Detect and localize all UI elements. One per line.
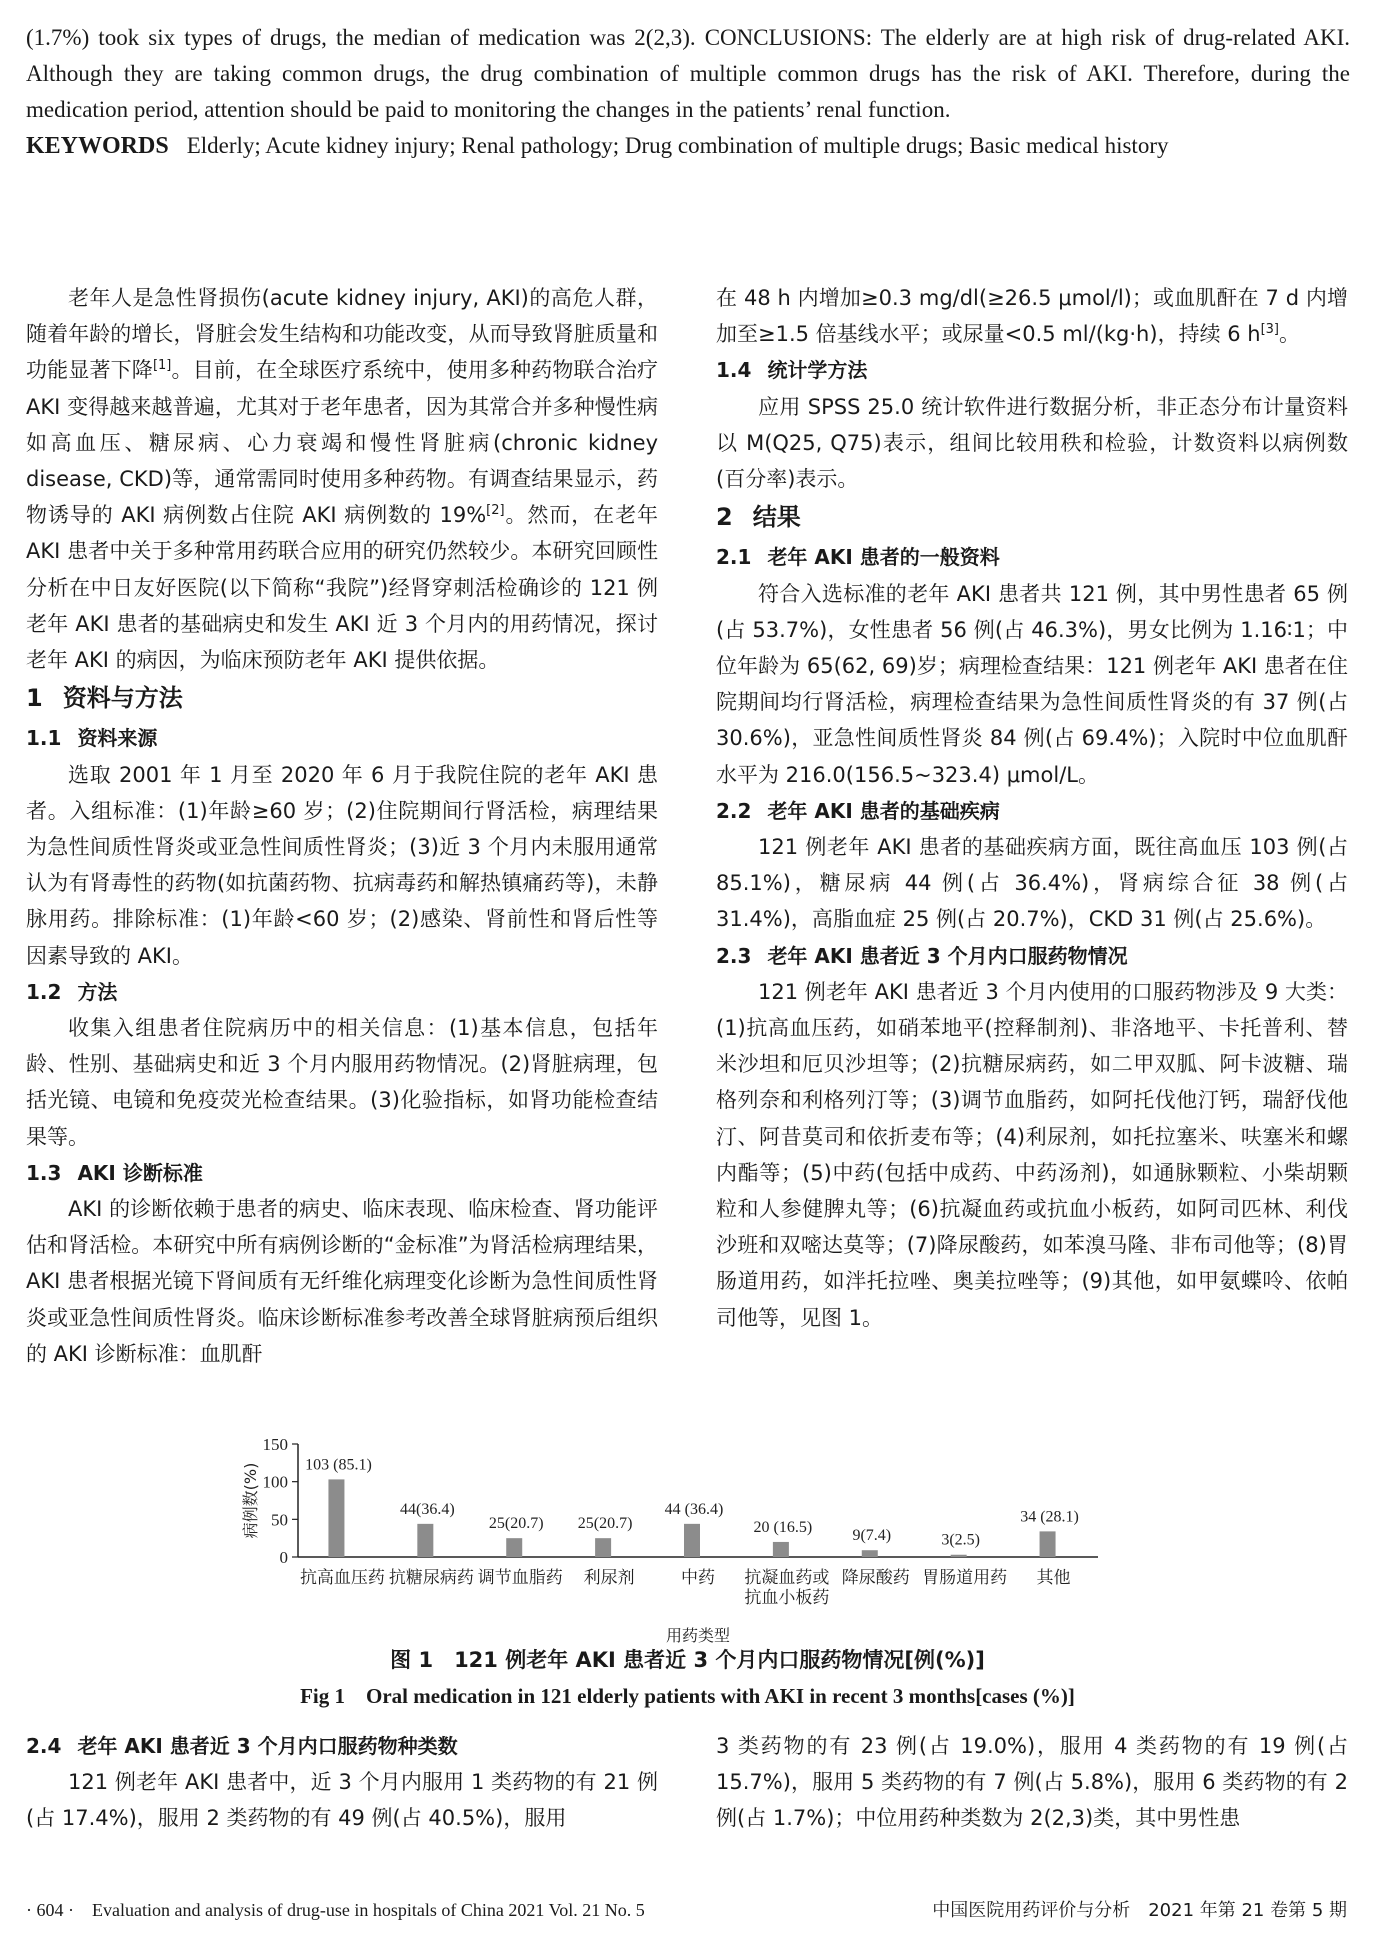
y-tick-label: 50 (271, 1510, 288, 1530)
bar-chart (0, 1432, 1375, 1647)
category-label-9: 其他 (1036, 1568, 1071, 1588)
section-1-heading (26, 680, 658, 716)
data-label-6: 20 (16.5) (753, 1518, 813, 1536)
category-label-2: 抗糖尿病药 (388, 1568, 474, 1588)
section-2-3-heading (716, 938, 1348, 974)
section-title: 老年 AKI 患者的基础疾病 (767, 798, 1000, 823)
data-label-5: 44 (36.4) (664, 1500, 724, 1518)
category-label-8: 胃肠道用药 (922, 1568, 1008, 1588)
criteria-continuation (716, 280, 1348, 352)
section-number: 2.4 (26, 1734, 62, 1758)
y-axis-label: 病例数(%) (241, 1462, 260, 1539)
section-title: 老年 AKI 患者近 3 个月内口服药物种类数 (77, 1734, 458, 1758)
figure-caption-zh: 图 1 121 例老年 AKI 患者近 3 个月内口服药物情况[例(%)] (390, 1648, 985, 1672)
data-label-2: 44(36.4) (400, 1500, 455, 1518)
y-tick-label: 150 (262, 1435, 288, 1454)
data-label-1: 103 (85.1) (305, 1456, 372, 1474)
bar-2 (417, 1524, 433, 1557)
keywords-text: Elderly; Acute kidney injury; Renal pathology; Drug combination of multiple drugs; Basic medical history (186, 133, 1169, 158)
section-1-3-heading (26, 1155, 658, 1191)
section-1-4-heading (716, 352, 1348, 388)
section-2-heading (716, 499, 1348, 535)
keywords-label: KEYWORDS (26, 133, 169, 159)
category-label-5: 中药 (681, 1568, 715, 1588)
section-number: 1 (26, 684, 43, 713)
y-tick-label: 100 (262, 1472, 288, 1492)
intro-paragraph (26, 280, 658, 678)
section-1-2-text: 收集入组患者住院病历中的相关信息：(1)基本信息，包括年龄、性别、基础病史和近 3 个月内服用药物情况。(2)肾脏病理，包括光镜、电镜和免疫荧光检查结果。(3)化验指标，如肾功能检查结果等。 (26, 1016, 658, 1149)
bar-4 (595, 1538, 611, 1557)
x-axis-label: 用药类型 (665, 1626, 731, 1645)
category-label-3: 调节血脂药 (477, 1568, 563, 1588)
section-2-1-text: 符合入选标准的老年 AKI 患者共 121 例，其中男性患者 65 例(占 53.7%)，女性患者 56 例(占 46.3%)，男女比例为 1.16∶1；中位年龄为 65(62, 69)岁；病理检查结果：121 例老年 AKI 患者在住院期间均行肾活检，病理检查结果为急性间质性肾炎的有 37 例(占 30.6%)，亚急性间质性肾炎 84 例(占 69.4%)；入院时中位血肌酐水平为 216.0(156.5~323.4) μmol/L。 (716, 581, 1348, 787)
bar-7 (862, 1550, 878, 1557)
page-footer-left: · 604 · Evaluation and analysis of drug-use in hospitals of China 2021 Vol. 21 No. 5 (26, 1900, 645, 1920)
intro-text-a: 老年人是急性肾损伤(acute kidney injury, AKI)的高危人群，随着年龄的增长，肾脏会发生结构和功能改变，从而导致肾脏质量和功能显著下降 (26, 286, 658, 383)
section-2-3-text: 121 例老年 AKI 患者近 3 个月内使用的口服药物涉及 9 大类：(1)抗高血压药，如硝苯地平(控释制剂)、非洛地平、卡托普利、替米沙坦和厄贝沙坦等；(2)抗糖尿病药，如二甲双胍、阿卡波糖、瑞格列奈和利格列汀等；(3)调节血脂药，如阿托伐他汀钙，瑞舒伐他汀、阿昔莫司和依折麦布等；(4)利尿剂，如托拉塞米、呋塞米和螺内酯等；(5)中药(包括中成药、中药汤剂)，如通脉颗粒、小柴胡颗粒和人参健脾丸等；(6)抗凝血药或抗血小板药，如阿司匹林、利伐沙班和双嘧达莫等；(7)降尿酸药，如苯溴马隆、非布司他等；(8)胃肠道用药，如泮托拉唑、奥美拉唑等；(9)其他，如甲氨蝶呤、依帕司他等，见图 1。 (716, 979, 1348, 1330)
section-2-4-text: 121 例老年 AKI 患者中，近 3 个月内服用 1 类药物的有 21 例(占 17.4%)，服用 2 类药物的有 49 例(占 40.5%)，服用 (26, 1770, 658, 1831)
data-label-3: 25(20.7) (488, 1515, 544, 1533)
intro-text-c: 。然而，在老年 AKI 患者中关于多种常用药联合应用的研究仍然较少。本研究回顾性分析在中日友好医院(以下简称“我院”)经肾穿刺活检确诊的 121 例老年 AKI 患者的基础病史和发生 AKI 近 3 个月内的用药情况，探讨老年 AKI 的病因，为临床预防老年 AKI 提供依据。 (26, 503, 659, 673)
section-number: 1.4 (716, 358, 752, 383)
section-number: 2.1 (716, 545, 752, 570)
section-2-2-heading (716, 793, 1348, 829)
bottom-right-column (716, 1728, 1348, 1837)
y-tick-label: 0 (279, 1548, 288, 1567)
abstract-text: (1.7%) took six types of drugs, the median of medication was 2(2,3). CONCLUSIONS: The elderly are at high risk of drug-related AKI. Although they are taking common drugs, the drug combination of multiple common drugs has the risk of AKI. Therefore, during the medication period, attention should be paid to monitoring the changes in the patients’ renal function. (26, 25, 1350, 122)
bar-3 (506, 1538, 522, 1557)
right-column (716, 280, 1348, 1336)
section-title: 老年 AKI 患者的一般资料 (767, 545, 1000, 570)
criteria-text: 在 48 h 内增加≥0.3 mg/dl(≥26.5 μmol/l)；或血肌酐在 7 d 内增加至≥1.5 倍基线水平；或尿量<0.5 ml/(kg·h)，持续 6 h (716, 286, 1348, 347)
section-2-2-text: 121 例老年 AKI 患者的基础疾病方面，既往高血压 103 例(占 85.1%)，糖尿病 44 例(占 36.4%)，肾病综合征 38 例(占 31.4%)，高脂血症 25 例(占 20.7%)，CKD 31 例(占 25.6%)。 (716, 835, 1348, 932)
bar-1 (328, 1479, 344, 1557)
keywords-line (26, 128, 1350, 164)
section-number: 2.2 (716, 798, 752, 823)
category-label-4: 利尿剂 (583, 1568, 635, 1588)
section-1-1-heading (26, 720, 658, 756)
figure-caption-en: Fig 1 Oral medication in 121 elderly patients with AKI in recent 3 months[cases (%)] (300, 1684, 1075, 1708)
data-label-4: 25(20.7) (577, 1515, 633, 1533)
category-label-6: 抗凝血药或 (744, 1568, 830, 1588)
section-1-3-text: AKI 的诊断依赖于患者的病史、临床表现、临床检查、肾功能评估和肾活检。本研究中所有病例诊断的“金标准”为肾活检病理结果，AKI 患者根据光镜下肾间质有无纤维化病理变化诊断为急性间质性肾炎或亚急性间质性肾炎。临床诊断标准参考改善全球肾脏病预后组织的 AKI 诊断标准：血肌酐 (26, 1197, 658, 1366)
section-title: 结果 (752, 503, 801, 532)
bottom-left-column (26, 1728, 658, 1837)
section-number: 1.2 (26, 979, 62, 1004)
criteria-end: 。 (1279, 322, 1301, 347)
bar-6 (773, 1542, 789, 1557)
section-2-4-heading (26, 1728, 658, 1764)
section-title: 老年 AKI 患者近 3 个月内口服药物情况 (767, 943, 1128, 968)
bar-5 (684, 1524, 700, 1557)
section-1-2-heading (26, 974, 658, 1010)
ref-2: [2] (486, 503, 505, 519)
section-title: 方法 (77, 979, 118, 1004)
section-1-1-text: 选取 2001 年 1 月至 2020 年 6 月于我院住院的老年 AKI 患者。入组标准：(1)年龄≥60 岁；(2)住院期间行肾活检，病理结果为急性间质性肾炎或亚急性间质性肾炎；(3)近 3 个月内未服用通常认为有肾毒性的药物(如抗菌药物、抗病毒药和解热镇痛药等)，未静脉用药。排除标准：(1)年龄<60 岁；(2)感染、肾前性和肾后性等因素导致的 AKI。 (26, 762, 658, 968)
section-title: 统计学方法 (767, 358, 868, 383)
section-number: 1.1 (26, 726, 62, 751)
section-number: 2.3 (716, 943, 752, 968)
section-1-4-text: 应用 SPSS 25.0 统计软件进行数据分析，非正态分布计量资料以 M(Q25, Q75)表示，组间比较用秩和检验，计数资料以病例数(百分率)表示。 (716, 394, 1348, 492)
section-number: 2 (716, 503, 733, 532)
abstract-continuation (26, 20, 1350, 164)
section-2-4-continuation: 3 类药物的有 23 例(占 19.0%)，服用 4 类药物的有 19 例(占 15.7%)，服用 5 类药物的有 7 例(占 5.8%)，服用 6 类药物的有 2 例(占 1.7%)；中位用药种类数为 2(2,3)类，其中男性患 (716, 1734, 1348, 1831)
section-title: 资料与方法 (62, 684, 183, 713)
section-2-1-heading (716, 539, 1348, 575)
data-label-7: 9(7.4) (852, 1527, 892, 1545)
data-label-8: 3(2.5) (941, 1531, 980, 1549)
data-label-9: 34 (28.1) (1020, 1508, 1079, 1526)
left-column (26, 280, 658, 1372)
ref-1: [1] (152, 358, 172, 374)
page-footer-right: 中国医院用药评价与分析 2021 年第 21 卷第 5 期 (932, 1900, 1347, 1921)
category-label-1: 抗高血压药 (299, 1568, 385, 1588)
intro-text-b: 。目前，在全球医疗系统中，使用多种药物联合治疗 AKI 变得越来越普遍，尤其对于老年患者，因为其常合并多种慢性病如高血压、糖尿病、心力衰竭和慢性肾脏病(chronic kidney disease, CKD)等，通常需同时使用多种药物。有调查结果显示，药物诱导的 AKI 病例数占住院 AKI 病例数的 19% (26, 358, 659, 528)
ref-3: [3] (1260, 322, 1280, 338)
section-title: 资料来源 (77, 726, 158, 751)
section-title: AKI 诊断标准 (77, 1160, 203, 1185)
bar-8 (951, 1555, 967, 1557)
category-label-6: 抗血小板药 (744, 1588, 830, 1608)
bar-9 (1040, 1531, 1056, 1557)
category-label-7: 降尿酸药 (841, 1568, 910, 1588)
section-number: 1.3 (26, 1160, 62, 1185)
